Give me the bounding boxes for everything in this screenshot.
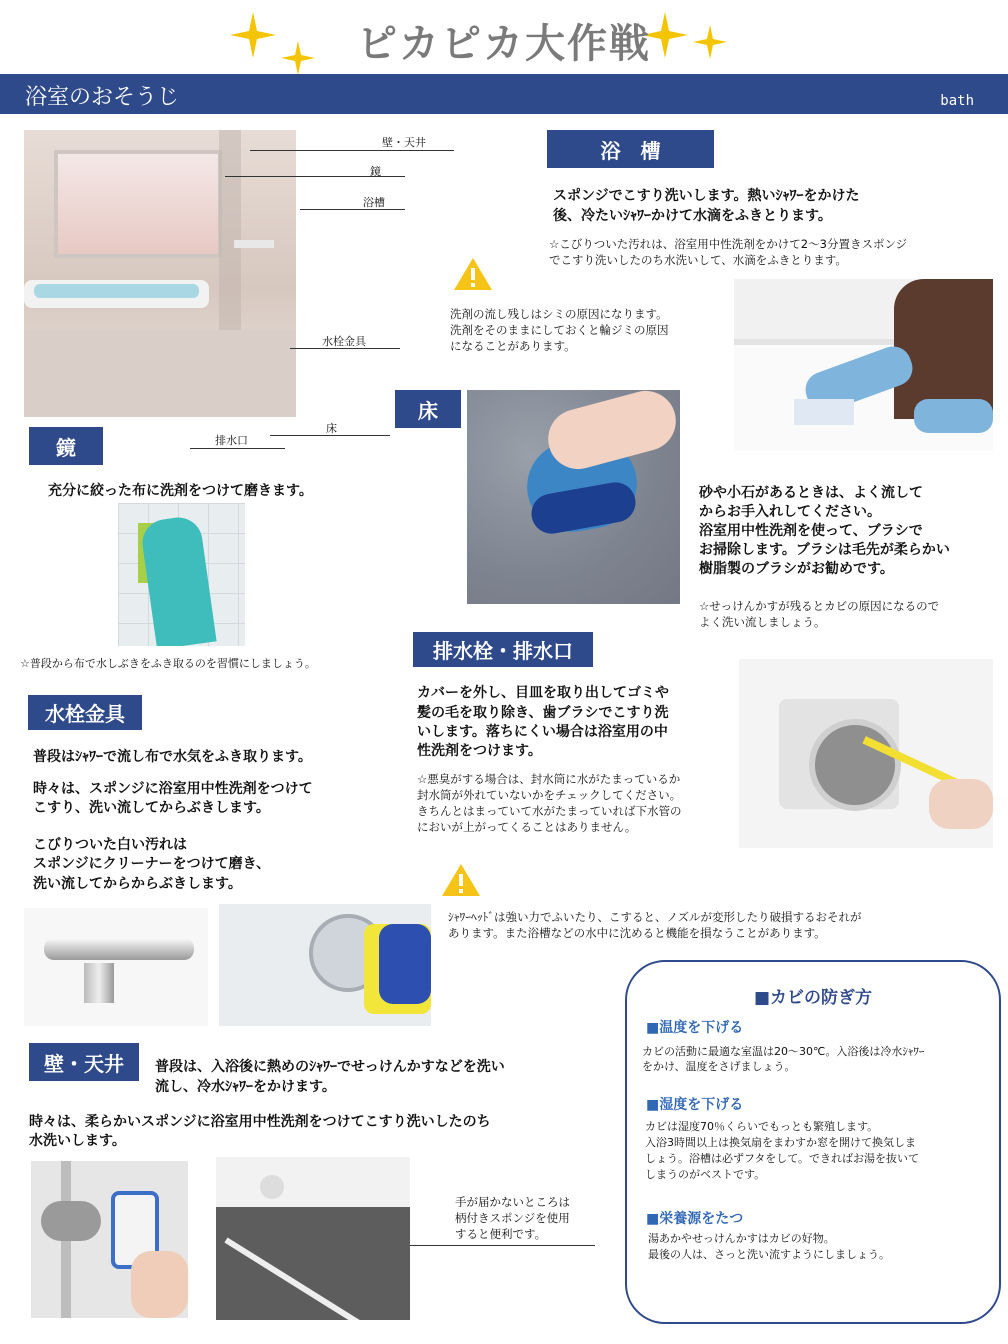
ceiling-cleaning-photo [216,1157,410,1320]
floor-label: 床 [395,390,461,428]
wall-cleaning-photo [31,1161,188,1318]
mirror-cleaning-photo [118,503,245,646]
faucet-label: 水栓金具 [28,695,142,730]
tub-label: 浴 槽 [547,130,714,168]
mold-heading-2: ■湿度を下げる [646,1097,744,1113]
faucet-text-6: 洗い流してからからぶきします。 [33,876,242,892]
mold-text-2c: しょう。浴槽は必ずフタをして。できればお湯を抜いて [645,1152,920,1165]
wall-text-3: 時々は、柔らかいスポンジに浴室用中性洗剤をつけてこすり洗いしたのち [29,1114,491,1130]
callout-line [190,448,285,449]
mirror-note: ☆普段から布で水しぶきをふき取るのを習慣にしましょう。 [20,657,316,670]
tub-note-2: でこすり洗いしたのち水洗いして、水滴をふきとります。 [549,253,847,267]
faucet-text-3: こすり、洗い流してからぶきします。 [33,800,270,816]
mold-heading-3: ■栄養源をたつ [646,1211,744,1227]
tub-text-2: 後、冷たいｼｬﾜｰかけて水滴をふきとります。 [553,208,832,224]
drain-note-3: きちんとはまっていて水がたまっていれば下水管の [417,804,682,818]
floor-note-2: よく洗い流しましょう。 [699,615,826,629]
callout-line [300,209,405,210]
bathroom-photo [24,130,296,417]
faucet-photo [24,908,208,1026]
drain-label: 排水栓・排水口 [413,632,593,667]
label-floor: 床 [326,422,337,435]
mirror-label: 鏡 [29,427,103,465]
label-tub: 浴槽 [363,196,385,209]
drain-note-1: ☆悪臭がする場合は、封水筒に水がたまっているか [417,772,681,786]
mirror-text: 充分に絞った布に洗剤をつけて磨きます。 [48,483,313,499]
warning-icon [440,862,482,898]
mold-text-2b: 入浴3時間以上は換気扇をまわすか窓を開けて換気しま [645,1136,916,1149]
callout-line [410,1245,595,1246]
drain-text-1: カバーを外し、目皿を取り出してゴミや [417,685,669,701]
section-title: 浴室のおそうじ [25,85,180,110]
wall-text-1: 普段は、入浴後に熱めのｼｬﾜｰでせっけんかすなどを洗い [155,1059,505,1075]
mold-text-2a: カビは湿度70％くらいでもっとも繁殖します。 [645,1120,879,1133]
mold-heading-1: ■温度を下げる [646,1020,744,1036]
callout-line [250,150,454,151]
label-faucet: 水栓金具 [322,335,366,348]
wall-text-4: 水洗いします。 [29,1133,126,1149]
faucet-warn-2: あります。また浴槽などの水中に沈めると機能を損なうことがあります。 [448,926,826,940]
tub-warn-3: になることがあります。 [450,339,576,353]
tub-text-1: スポンジでこすり洗いします。熱いｼｬﾜｰをかけた [553,188,860,204]
mold-prevention-title: ■カビの防ぎ方 [753,988,873,1008]
floor-text-5: 樹脂製のブラシがお勧めです。 [699,561,894,577]
faucet-warn-1: ｼｬﾜｰﾍｯﾄﾞは強い力でふいたり、こすると、ノズルが変形したり破損するおそれが [448,910,862,924]
wall-callout-2: 柄付きスポンジを使用 [455,1211,570,1225]
tub-warn-1: 洗剤の流し残しはシミの原因になります。 [450,307,668,321]
faucet-text-1: 普段はｼｬﾜｰで流し布で水気をふき取ります。 [33,749,312,765]
label-drain: 排水口 [215,434,248,447]
drain-note-2: 封水筒が外れていないかをチェックしてください。 [417,788,682,802]
mold-text-2d: しまうのがベストです。 [645,1168,766,1181]
tub-warn-2: 洗剤をそのままにしておくと輪ジミの原因 [450,323,669,337]
wall-callout-1: 手が届かないところは [455,1195,570,1209]
floor-text-1: 砂や小石があるときは、よく流して [699,485,923,501]
label-mirror: 鏡 [370,165,381,178]
mold-text-1a: カビの活動に最適な室温は20～30℃。入浴後は冷水ｼｬﾜｰ [642,1045,925,1058]
faucet-text-4: こびりついた白い汚れは [33,837,187,853]
tub-cleaning-photo [734,279,993,451]
mold-text-3b: 最後の人は、さっと洗い流すようにしましょう。 [648,1248,890,1261]
wall-callout-3: すると便利です。 [455,1227,547,1241]
tub-note-1: ☆こびりついた汚れは、浴室用中性洗剤をかけて2～3分置きスポンジ [549,237,908,251]
floor-text-2: からお手入れしてください。 [699,504,881,520]
drain-cleaning-photo [739,659,993,848]
drain-text-4: 性洗剤をつけます。 [417,743,542,759]
drain-text-2: 髪の毛を取り除き、歯ブラシでこすり洗 [417,705,669,721]
floor-text-3: 浴室用中性洗剤を使って、ブラシで [699,523,923,539]
drain-text-3: いします。落ちにくい場合は浴室用の中 [417,724,668,740]
warning-icon [452,256,494,292]
showerhead-photo [219,904,431,1026]
section-subtitle: bath [940,93,974,109]
faucet-text-2: 時々は、スポンジに浴室用中性洗剤をつけて [33,781,313,797]
page-title: ピカピカ大作戦 [357,21,651,67]
wall-text-2: 流し、冷水ｼｬﾜｰをかけます。 [155,1079,336,1095]
floor-note-1: ☆せっけんかすが残るとカビの原因になるので [699,599,940,613]
mold-text-1b: をかけ、温度をさげましょう。 [642,1060,796,1073]
drain-note-4: においが上がってくることはありません。 [417,820,637,834]
floor-cleaning-photo [467,390,680,604]
mold-text-3a: 湯あかやせっけんかすはカビの好物。 [648,1232,835,1245]
wall-label: 壁・天井 [29,1043,139,1081]
floor-text-4: お掃除します。ブラシは毛先が柔らかい [699,542,950,558]
label-wall: 壁・天井 [382,136,426,149]
faucet-text-5: スポンジにクリーナーをつけて磨き、 [33,856,271,872]
